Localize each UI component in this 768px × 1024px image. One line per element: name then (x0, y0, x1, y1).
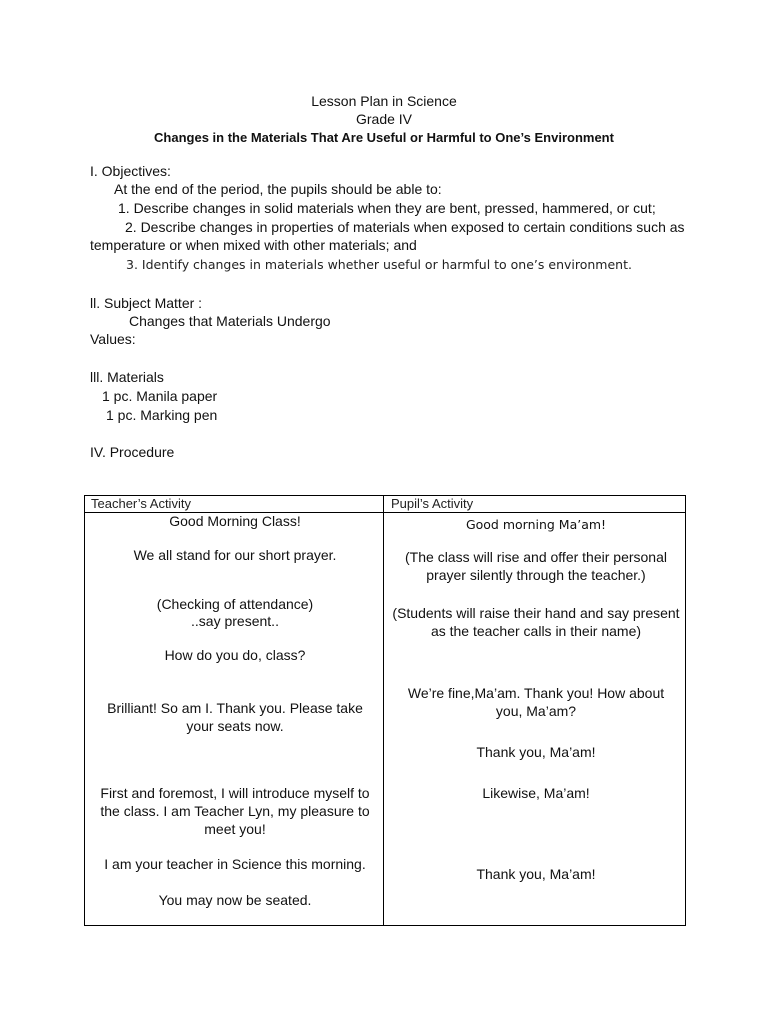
teacher-line: Good Morning Class! (169, 513, 301, 529)
pupil-line: Thank you, Ma’am! (476, 866, 596, 882)
teacher-line: How do you do, class? (164, 647, 306, 663)
values-label: Values: (90, 331, 136, 347)
grade-label: Grade IV (355, 111, 413, 127)
objective-3: 3. Identify changes in materials whether useful or harmful to one’s environment. (126, 257, 632, 272)
objectives-intro: At the end of the period, the pupils should be able to: (114, 181, 442, 197)
objective-1: 1. Describe changes in solid materials when they are bent, pressed, hammered, or cut; (118, 200, 656, 216)
objectives-heading: I. Objectives: (90, 163, 171, 179)
teacher-line: I am your teacher in Science this morning. (104, 856, 366, 872)
objective-2: 2. Describe changes in properties of materials when exposed to certain conditions such as temperature or when mixed with other materials; and (90, 219, 685, 253)
pupil-line: Good morning Ma’am! (465, 517, 607, 532)
material-item: 1 pc. Marking pen (106, 407, 218, 423)
teacher-line: First and foremost, I will introduce myself to the class. I am Teacher Lyn, my pleasure to meet you! (100, 785, 370, 837)
pupil-line: (The class will rise and offer their personal prayer silently through the teacher.) (405, 549, 667, 583)
teacher-line: We all stand for our short prayer. (133, 547, 337, 563)
lesson-subtitle: Changes in the Materials That Are Useful or Harmful to One’s Environment (154, 130, 614, 145)
subject-matter-topic: Changes that Materials Undergo (129, 313, 331, 329)
pupil-line: Thank you, Ma’am! (476, 744, 596, 760)
material-item: 1 pc. Manila paper (102, 388, 218, 404)
pupil-line: We’re fine,Ma’am. Thank you! How about you, Ma’am? (407, 685, 665, 719)
teacher-line: You may now be seated. (158, 892, 312, 908)
subject-matter-heading: ll. Subject Matter : (90, 295, 203, 311)
pupil-column-header: Pupil’s Activity (391, 496, 474, 511)
teacher-line: ..say present.. (191, 613, 279, 629)
activity-table (84, 495, 686, 926)
pupil-line: Likewise, Ma’am! (482, 785, 590, 801)
pupil-line: (Students will raise their hand and say present as the teacher calls in their name) (392, 605, 680, 639)
materials-heading: lll. Materials (90, 369, 164, 385)
teacher-line: (Checking of attendance) (156, 596, 314, 612)
procedure-heading: IV. Procedure (90, 444, 175, 460)
column-divider (383, 496, 384, 925)
teacher-line: Brilliant! So am I. Thank you. Please take your seats now. (107, 700, 363, 734)
teacher-column-header: Teacher’s Activity (91, 496, 191, 511)
document-title: Lesson Plan in Science (311, 93, 457, 109)
